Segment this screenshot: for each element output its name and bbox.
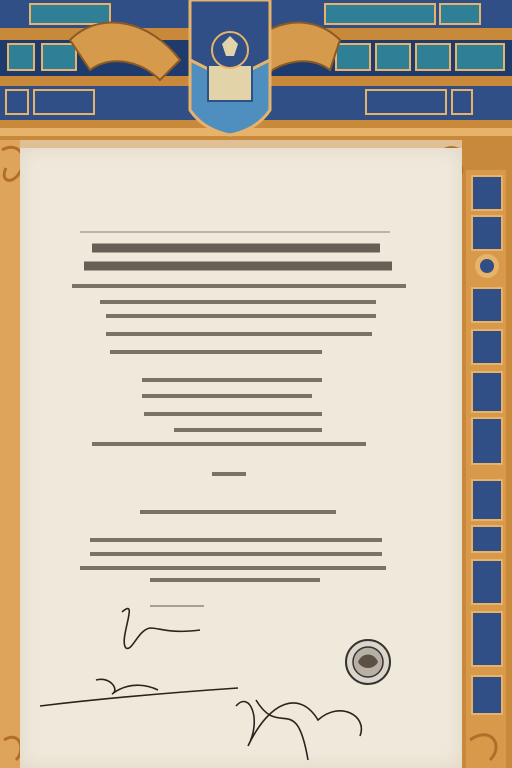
- round-seal-stamp: [344, 638, 392, 686]
